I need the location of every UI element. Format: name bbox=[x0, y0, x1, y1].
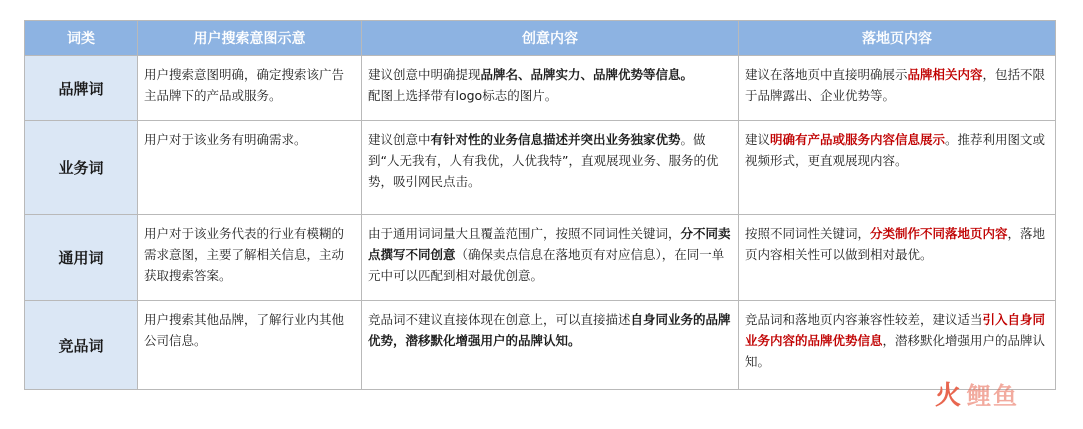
landing-cell bbox=[739, 301, 1056, 390]
creative-cell bbox=[362, 301, 739, 390]
landing-cell bbox=[739, 56, 1056, 121]
landing-text: 按照不同词性关键词， bbox=[745, 226, 871, 241]
creative-cell bbox=[362, 56, 739, 121]
header-row bbox=[25, 21, 1056, 56]
intent-cell: 用户对于该业务有明确需求。 bbox=[138, 121, 362, 215]
watermark-text: 鲤鱼 bbox=[967, 382, 1020, 410]
table-row bbox=[25, 215, 1056, 301]
category-cell: 竞品词 bbox=[25, 301, 138, 390]
intent-cell: 用户搜索意图明确，确定搜索该广告主品牌下的产品或服务。 bbox=[138, 56, 362, 121]
intent-cell: 用户搜索其他品牌，了解行业内其他公司信息。 bbox=[138, 301, 362, 390]
creative-bold-text: 品牌名、品牌实力、品牌优势等信息 bbox=[480, 67, 681, 82]
landing-highlight-text: 引入自身同业务内容的品牌优势信息 bbox=[745, 312, 1046, 348]
creative-text: 由于通用词词量大且覆盖范围广，按照不同词性关键词， bbox=[368, 226, 681, 241]
table-row bbox=[25, 121, 1056, 215]
landing-text: 竞品词和落地页内容兼容性较差，建议适当 bbox=[745, 312, 983, 327]
watermark-logo bbox=[935, 383, 1019, 409]
header-landing: 落地页内容 bbox=[739, 21, 1056, 56]
category-cell: 品牌词 bbox=[25, 56, 138, 121]
landing-text: 。推荐利用图文或视频形式，更直观展现内容。 bbox=[745, 132, 1046, 168]
creative-cell bbox=[362, 121, 739, 215]
landing-text: ，潜移默化增强用户的品牌认知。 bbox=[745, 333, 1046, 369]
landing-text: 建议 bbox=[745, 132, 771, 147]
landing-highlight-text: 品牌相关内容 bbox=[907, 67, 983, 82]
creative-text: 。做到“人无我有，人有我优，人优我特”，直观展现业务、服务的优势，吸引网民点击。 bbox=[368, 132, 719, 189]
creative-bold-text: 自身同业务的品牌优势，潜移默化增强用户的品牌认知。 bbox=[368, 312, 731, 348]
creative-text: 建议创意中 bbox=[368, 132, 431, 147]
landing-text: 建议在落地页中直接明确展示 bbox=[745, 67, 908, 82]
landing-cell bbox=[739, 121, 1056, 215]
intent-cell: 用户对于该业务代表的行业有模糊的需求意图，主要了解相关信息，主动获取搜索答案。 bbox=[138, 215, 362, 301]
header-intent: 用户搜索意图示意 bbox=[138, 21, 362, 56]
fish-logo-icon: 火 bbox=[935, 381, 962, 411]
landing-highlight-text: 明确有产品或服务内容信息展示 bbox=[770, 132, 946, 147]
creative-text: （确保卖点信息在落地页有对应信息），在同一单元中可以匹配到相对最优创意。 bbox=[368, 247, 725, 283]
category-cell: 业务词 bbox=[25, 121, 138, 215]
table-row bbox=[25, 301, 1056, 390]
table-row bbox=[25, 56, 1056, 121]
header-creative: 创意内容 bbox=[362, 21, 739, 56]
creative-bold-text: 有针对性的业务信息描述并突出业务独家优势 bbox=[430, 132, 681, 147]
creative-text: 竞品词不建议直接体现在创意上，可以直接描述 bbox=[368, 312, 631, 327]
creative-cell bbox=[362, 215, 739, 301]
landing-text: ，落地页内容相关性可以做到相对最优。 bbox=[745, 226, 1046, 262]
category-cell: 通用词 bbox=[25, 215, 138, 301]
creative-text: 。 bbox=[680, 67, 694, 82]
landing-text: ，包括不限于品牌露出、企业优势等。 bbox=[745, 67, 1046, 103]
landing-highlight-text: 分类制作不同落地页内容 bbox=[870, 226, 1008, 241]
comparison-table bbox=[24, 20, 1056, 390]
landing-cell bbox=[739, 215, 1056, 301]
creative-text: 建议创意中明确提现 bbox=[368, 67, 481, 82]
header-category: 词类 bbox=[25, 21, 138, 56]
creative-text: 配图上选择带有logo标志的图片。 bbox=[368, 88, 558, 103]
creative-bold-text: 分不同卖点撰写不同创意 bbox=[368, 226, 731, 262]
